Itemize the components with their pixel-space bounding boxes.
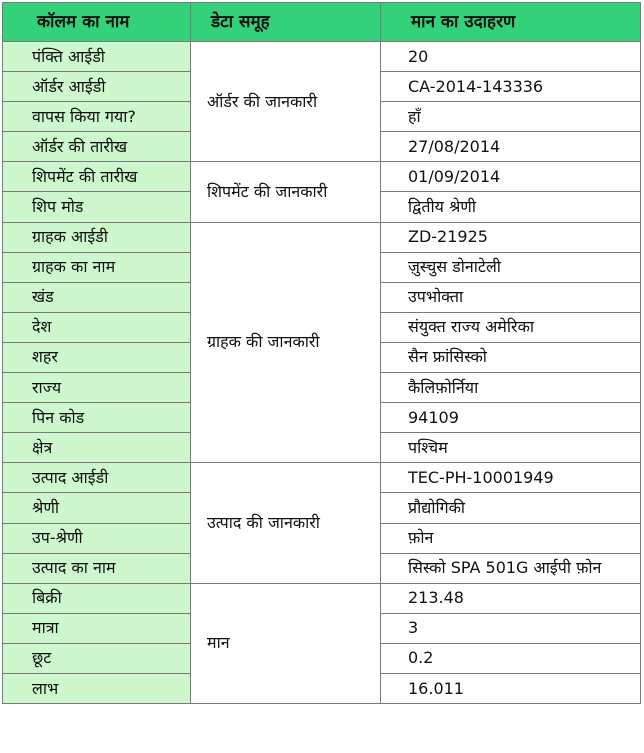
data-group-cell: उत्पाद की जानकारी — [191, 463, 381, 583]
example-value-cell: 213.48 — [381, 583, 641, 613]
column-name-cell: छूट — [3, 643, 191, 673]
column-name-cell: राज्य — [3, 373, 191, 403]
column-name-header: कॉलम का नाम — [3, 3, 191, 42]
column-name-cell: शहर — [3, 342, 191, 372]
example-value-cell: प्रौद्योगिकी — [381, 493, 641, 523]
column-name-cell: पंक्ति आईडी — [3, 42, 191, 72]
column-name-cell: ऑर्डर आईडी — [3, 72, 191, 102]
column-name-cell: खंड — [3, 282, 191, 312]
column-name-cell: पिन कोड — [3, 403, 191, 433]
example-value-cell: सिस्को SPA 501G आईपी फ़ोन — [381, 553, 641, 583]
column-name-cell: बिक्री — [3, 583, 191, 613]
table-row — [3, 583, 641, 613]
example-value-header: मान का उदाहरण — [381, 3, 641, 42]
table-row — [3, 222, 641, 252]
column-name-cell: शिप मोड — [3, 192, 191, 222]
data-group-header: डेटा समूह — [191, 3, 381, 42]
column-name-cell: शिपमेंट की तारीख — [3, 162, 191, 192]
column-name-cell: वापस किया गया? — [3, 102, 191, 132]
example-value-cell: पश्चिम — [381, 433, 641, 463]
data-group-cell: मान — [191, 583, 381, 703]
example-value-cell: उपभोक्ता — [381, 282, 641, 312]
data-group-cell: ऑर्डर की जानकारी — [191, 42, 381, 162]
column-name-cell: ग्राहक आईडी — [3, 222, 191, 252]
column-name-cell: श्रेणी — [3, 493, 191, 523]
table-body — [3, 42, 641, 704]
example-value-cell: 16.011 — [381, 673, 641, 703]
example-value-cell: सैन फ्रांसिस्को — [381, 342, 641, 372]
example-value-cell: 27/08/2014 — [381, 132, 641, 162]
example-value-cell: 20 — [381, 42, 641, 72]
table-row — [3, 162, 641, 192]
example-value-cell: TEC-PH-10001949 — [381, 463, 641, 493]
example-value-cell: 3 — [381, 613, 641, 643]
example-value-cell: द्वितीय श्रेणी — [381, 192, 641, 222]
column-name-cell: उत्पाद आईडी — [3, 463, 191, 493]
example-value-cell: कैलिफ़ोर्निया — [381, 373, 641, 403]
column-name-cell: ऑर्डर की तारीख — [3, 132, 191, 162]
example-value-cell: ZD-21925 — [381, 222, 641, 252]
example-value-cell: 94109 — [381, 403, 641, 433]
example-value-cell: फ़ोन — [381, 523, 641, 553]
column-name-cell: उत्पाद का नाम — [3, 553, 191, 583]
example-value-cell: CA-2014-143336 — [381, 72, 641, 102]
data-group-cell: ग्राहक की जानकारी — [191, 222, 381, 463]
column-name-cell: लाभ — [3, 673, 191, 703]
table-row — [3, 42, 641, 72]
example-value-cell: संयुक्त राज्य अमेरिका — [381, 312, 641, 342]
example-value-cell: ज़ुस्चुस डोनाटेली — [381, 252, 641, 282]
column-name-cell: मात्रा — [3, 613, 191, 643]
example-value-cell: हाँ — [381, 102, 641, 132]
example-value-cell: 0.2 — [381, 643, 641, 673]
table-row — [3, 463, 641, 493]
column-name-cell: उप-श्रेणी — [3, 523, 191, 553]
example-value-cell: 01/09/2014 — [381, 162, 641, 192]
column-name-cell: क्षेत्र — [3, 433, 191, 463]
data-dictionary-table — [2, 2, 641, 704]
header-row — [3, 3, 641, 42]
data-group-cell: शिपमेंट की जानकारी — [191, 162, 381, 222]
column-name-cell: देश — [3, 312, 191, 342]
column-name-cell: ग्राहक का नाम — [3, 252, 191, 282]
